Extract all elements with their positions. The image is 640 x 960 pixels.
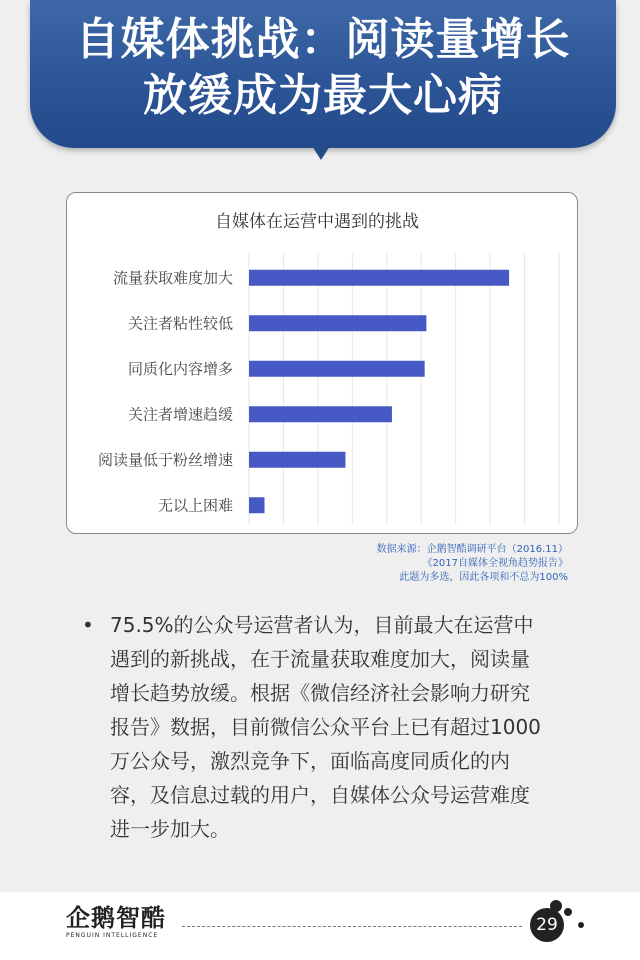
logo-text: 企鹅智酷 bbox=[66, 903, 166, 932]
page-title bbox=[30, 12, 616, 124]
paragraph-line: 增长趋势放缓。根据《微信经济社会影响力研究 bbox=[110, 681, 530, 705]
category-label: 阅读量低于粉丝增速 bbox=[97, 450, 233, 469]
category-label: 同质化内容增多 bbox=[127, 359, 233, 378]
source-line-1: 数据来源：企鹅智酷调研平台（2016.11） bbox=[376, 544, 568, 555]
chart-category-labels bbox=[98, 269, 233, 515]
paragraph-line: 万公众号，激烈竞争下，面临高度同质化的内 bbox=[110, 749, 510, 773]
data-source-note bbox=[377, 543, 568, 585]
page-number: 29 bbox=[530, 908, 564, 942]
logo-subtext: PENGUIN INTELLIGENCE bbox=[66, 932, 159, 939]
source-line-3: 此题为多选，因此各项和不总为100% bbox=[399, 572, 568, 583]
category-label: 关注者增速趋缓 bbox=[127, 405, 233, 424]
footer bbox=[0, 892, 640, 960]
paragraph-line: 报告》数据，目前微信公众平台上已有超过1000 bbox=[110, 715, 541, 739]
bar-4 bbox=[249, 406, 392, 422]
title-line-1: 自媒体挑战：阅读量增长 bbox=[75, 14, 571, 65]
chart-bars bbox=[249, 270, 509, 514]
paragraph-line: 进一步加大。 bbox=[110, 817, 230, 841]
header-pointer bbox=[312, 146, 330, 160]
paragraph-text bbox=[110, 608, 580, 846]
category-label: 流量获取难度加大 bbox=[112, 268, 233, 287]
bar-5 bbox=[249, 452, 345, 468]
decor-dot-1 bbox=[550, 900, 562, 912]
footer-divider bbox=[182, 926, 522, 927]
decor-dot-2 bbox=[564, 908, 572, 916]
bar-chart bbox=[67, 193, 577, 533]
bar-3 bbox=[249, 361, 425, 377]
category-label: 关注者粘性较低 bbox=[127, 314, 233, 333]
chart-grid bbox=[249, 253, 559, 525]
category-label: 无以上困难 bbox=[157, 496, 233, 515]
title-line-2: 放缓成为最大心病 bbox=[143, 70, 503, 121]
paragraph-line: 容，及信息过载的用户，自媒体公众号运营难度 bbox=[110, 783, 530, 807]
paragraph-line: 75.5%的公众号运营者认为，目前最大在运营中 bbox=[110, 613, 534, 637]
source-line-2: 《2017自媒体全视角趋势报告》 bbox=[422, 558, 568, 569]
chart-title: 自媒体在运营中遇到的挑战 bbox=[215, 212, 419, 232]
bar-1 bbox=[249, 270, 509, 286]
bar-6 bbox=[249, 497, 265, 513]
paragraph-line: 遇到的新挑战，在于流量获取难度加大，阅读量 bbox=[110, 647, 530, 671]
chart-card bbox=[66, 192, 578, 534]
decor-dot-3 bbox=[578, 922, 584, 928]
bar-2 bbox=[249, 315, 426, 331]
bullet-point: • bbox=[82, 613, 94, 637]
